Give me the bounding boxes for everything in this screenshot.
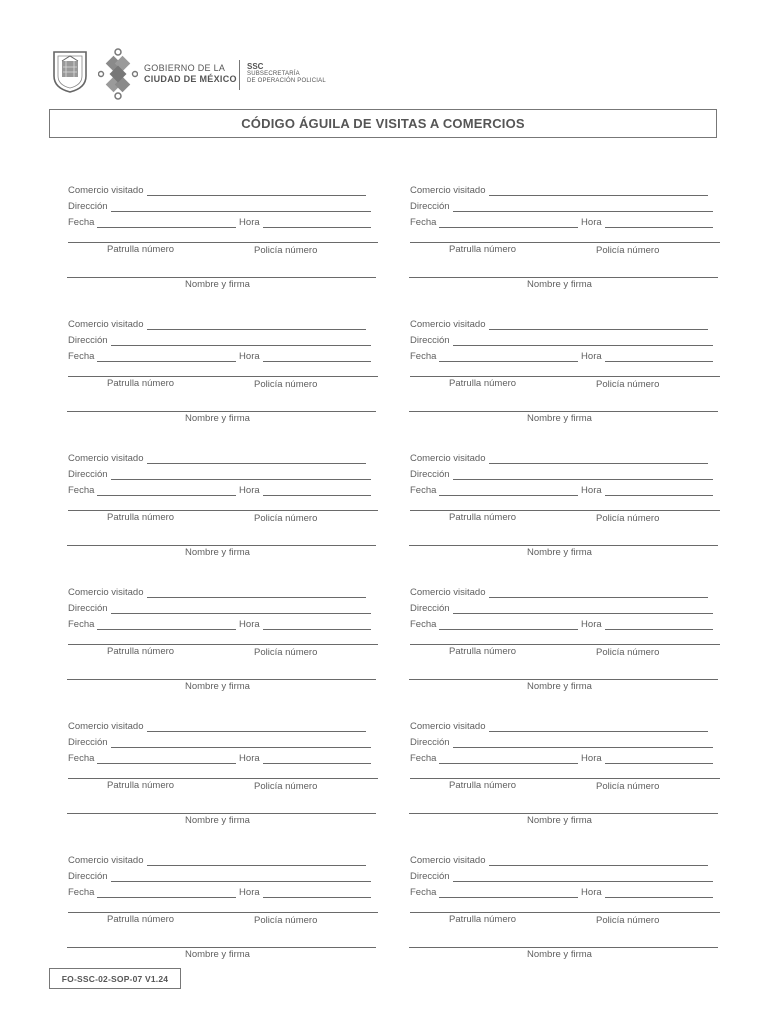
patrulla-policia-line — [410, 912, 720, 913]
field-row — [410, 200, 720, 212]
direccion-label: Dirección — [410, 469, 450, 480]
field-row — [410, 216, 720, 228]
field-row — [68, 602, 378, 614]
policia-label: Policía número — [254, 245, 318, 256]
visit-form — [410, 720, 722, 830]
ssc-acronym: SSC — [247, 62, 264, 71]
direccion-line — [453, 604, 713, 614]
fecha-line — [97, 352, 236, 362]
fecha-line — [97, 486, 236, 496]
hora-line — [263, 888, 371, 898]
fecha-label: Fecha — [68, 217, 95, 228]
hora-label: Hora — [236, 351, 260, 362]
signature-line — [67, 277, 376, 278]
direccion-label: Dirección — [410, 737, 450, 748]
patrulla-policia-line — [68, 376, 378, 377]
hora-label: Hora — [578, 217, 602, 228]
fecha-line — [439, 486, 578, 496]
visit-form — [68, 720, 380, 830]
patrulla-label: Patrulla número — [107, 512, 175, 523]
fecha-line — [97, 218, 236, 228]
fecha-label: Fecha — [410, 217, 437, 228]
hora-label: Hora — [236, 753, 260, 764]
patrulla-label: Patrulla número — [449, 378, 517, 389]
field-row — [68, 452, 378, 464]
page-title: CÓDIGO ÁGUILA DE VISITAS A COMERCIOS — [49, 109, 717, 138]
field-row — [410, 736, 720, 748]
comercio-line — [489, 722, 708, 732]
fecha-line — [439, 888, 578, 898]
signature-label: Nombre y firma — [527, 547, 592, 558]
signature-line — [67, 679, 376, 680]
comercio-line — [489, 454, 708, 464]
visit-form — [68, 854, 380, 964]
visit-form — [410, 184, 722, 294]
field-row — [68, 886, 378, 898]
patrulla-label: Patrulla número — [107, 378, 175, 389]
direccion-line — [111, 872, 371, 882]
comercio-label: Comercio visitado — [410, 587, 486, 598]
policia-label: Policía número — [596, 245, 660, 256]
field-row — [410, 854, 720, 866]
patrulla-policia-line — [410, 376, 720, 377]
comercio-label: Comercio visitado — [410, 855, 486, 866]
patrulla-policia-line — [68, 242, 378, 243]
field-row — [410, 720, 720, 732]
gov-line-1: GOBIERNO DE LA — [144, 63, 226, 73]
fecha-label: Fecha — [68, 351, 95, 362]
comercio-label: Comercio visitado — [68, 855, 144, 866]
comercio-line — [489, 856, 708, 866]
field-row — [410, 618, 720, 630]
policia-label: Policía número — [254, 647, 318, 658]
field-row — [68, 870, 378, 882]
visit-form — [68, 586, 380, 696]
fecha-label: Fecha — [68, 619, 95, 630]
policia-label: Policía número — [596, 647, 660, 658]
hora-label: Hora — [236, 217, 260, 228]
policia-label: Policía número — [596, 915, 660, 926]
hora-line — [263, 352, 371, 362]
policia-label: Policía número — [254, 915, 318, 926]
visit-form — [68, 184, 380, 294]
patrulla-policia-line — [410, 510, 720, 511]
comercio-line — [147, 454, 366, 464]
patrulla-label: Patrulla número — [449, 780, 517, 791]
fecha-label: Fecha — [68, 887, 95, 898]
signature-label: Nombre y firma — [527, 681, 592, 692]
field-row — [410, 752, 720, 764]
patrulla-policia-line — [68, 510, 378, 511]
policia-label: Policía número — [254, 781, 318, 792]
signature-label: Nombre y firma — [527, 413, 592, 424]
fecha-line — [97, 620, 236, 630]
direccion-line — [453, 470, 713, 480]
patrulla-label: Patrulla número — [449, 244, 517, 255]
field-row — [410, 586, 720, 598]
fecha-label: Fecha — [68, 485, 95, 496]
comercio-label: Comercio visitado — [410, 721, 486, 732]
hora-label: Hora — [236, 485, 260, 496]
hora-label: Hora — [578, 753, 602, 764]
field-row — [68, 736, 378, 748]
ssc-line-2: DE OPERACIÓN POLICIAL — [247, 78, 326, 84]
field-row — [68, 318, 378, 330]
comercio-label: Comercio visitado — [68, 185, 144, 196]
hora-label: Hora — [236, 887, 260, 898]
direccion-label: Dirección — [410, 201, 450, 212]
fecha-label: Fecha — [410, 619, 437, 630]
patrulla-label: Patrulla número — [449, 512, 517, 523]
patrulla-policia-line — [410, 778, 720, 779]
direccion-label: Dirección — [68, 737, 108, 748]
signature-label: Nombre y firma — [185, 413, 250, 424]
hora-line — [605, 620, 713, 630]
direccion-line — [453, 202, 713, 212]
direccion-line — [453, 738, 713, 748]
hora-label: Hora — [578, 351, 602, 362]
field-row — [68, 618, 378, 630]
policia-label: Policía número — [596, 781, 660, 792]
fecha-line — [439, 620, 578, 630]
patrulla-policia-line — [68, 778, 378, 779]
direccion-label: Dirección — [68, 201, 108, 212]
direccion-label: Dirección — [68, 469, 108, 480]
fecha-label: Fecha — [410, 753, 437, 764]
policia-label: Policía número — [254, 513, 318, 524]
visit-form — [410, 586, 722, 696]
field-row — [410, 452, 720, 464]
direccion-label: Dirección — [410, 335, 450, 346]
visit-form — [410, 854, 722, 964]
hora-line — [605, 754, 713, 764]
fecha-line — [439, 754, 578, 764]
policia-label: Policía número — [596, 379, 660, 390]
signature-label: Nombre y firma — [527, 279, 592, 290]
visit-form — [68, 452, 380, 562]
direccion-line — [111, 470, 371, 480]
field-row — [68, 752, 378, 764]
comercio-label: Comercio visitado — [410, 185, 486, 196]
fecha-line — [439, 352, 578, 362]
direccion-label: Dirección — [68, 603, 108, 614]
signature-line — [409, 545, 718, 546]
hora-line — [605, 486, 713, 496]
hora-label: Hora — [578, 485, 602, 496]
patrulla-label: Patrulla número — [107, 646, 175, 657]
field-row — [410, 184, 720, 196]
patrulla-label: Patrulla número — [107, 914, 175, 925]
policia-label: Policía número — [596, 513, 660, 524]
fecha-label: Fecha — [410, 485, 437, 496]
fecha-line — [439, 218, 578, 228]
field-row — [68, 468, 378, 480]
signature-line — [409, 277, 718, 278]
field-row — [68, 484, 378, 496]
signature-label: Nombre y firma — [185, 547, 250, 558]
field-row — [410, 484, 720, 496]
policia-label: Policía número — [254, 379, 318, 390]
direccion-line — [453, 336, 713, 346]
hora-line — [263, 486, 371, 496]
patrulla-label: Patrulla número — [107, 244, 175, 255]
comercio-label: Comercio visitado — [68, 587, 144, 598]
comercio-label: Comercio visitado — [410, 453, 486, 464]
comercio-label: Comercio visitado — [68, 319, 144, 330]
visit-form — [410, 318, 722, 428]
direccion-label: Dirección — [410, 603, 450, 614]
direccion-label: Dirección — [68, 871, 108, 882]
field-row — [68, 200, 378, 212]
hora-line — [605, 888, 713, 898]
hora-label: Hora — [236, 619, 260, 630]
comercio-line — [489, 186, 708, 196]
field-row — [410, 886, 720, 898]
direccion-label: Dirección — [410, 871, 450, 882]
field-row — [410, 468, 720, 480]
direccion-line — [453, 872, 713, 882]
signature-line — [67, 813, 376, 814]
comercio-line — [489, 588, 708, 598]
field-row — [68, 216, 378, 228]
fecha-label: Fecha — [410, 887, 437, 898]
signature-line — [67, 947, 376, 948]
signature-label: Nombre y firma — [185, 949, 250, 960]
direccion-line — [111, 202, 371, 212]
visit-form — [410, 452, 722, 562]
patrulla-label: Patrulla número — [449, 914, 517, 925]
fecha-line — [97, 888, 236, 898]
hora-line — [605, 352, 713, 362]
direccion-line — [111, 336, 371, 346]
patrulla-label: Patrulla número — [449, 646, 517, 657]
comercio-line — [147, 186, 366, 196]
comercio-label: Comercio visitado — [410, 319, 486, 330]
comercio-label: Comercio visitado — [68, 721, 144, 732]
gov-line-2: CIUDAD DE MÉXICO — [144, 74, 237, 84]
visit-form — [68, 318, 380, 428]
field-row — [68, 720, 378, 732]
field-row — [410, 602, 720, 614]
patrulla-label: Patrulla número — [107, 780, 175, 791]
patrulla-policia-line — [410, 644, 720, 645]
form-code: FO-SSC-02-SOP-07 V1.24 — [49, 968, 181, 989]
field-row — [68, 586, 378, 598]
hora-line — [263, 754, 371, 764]
signature-line — [67, 411, 376, 412]
fecha-line — [97, 754, 236, 764]
signature-label: Nombre y firma — [527, 815, 592, 826]
ssc-line-1: SUBSECRETARÍA — [247, 71, 300, 77]
direccion-line — [111, 604, 371, 614]
hora-label: Hora — [578, 619, 602, 630]
signature-line — [409, 679, 718, 680]
fecha-label: Fecha — [410, 351, 437, 362]
signature-line — [67, 545, 376, 546]
field-row — [68, 350, 378, 362]
signature-label: Nombre y firma — [185, 815, 250, 826]
field-row — [410, 350, 720, 362]
signature-label: Nombre y firma — [527, 949, 592, 960]
patrulla-policia-line — [68, 912, 378, 913]
patrulla-policia-line — [68, 644, 378, 645]
hora-label: Hora — [578, 887, 602, 898]
comercio-line — [147, 722, 366, 732]
hora-line — [263, 218, 371, 228]
field-row — [68, 184, 378, 196]
signature-label: Nombre y firma — [185, 681, 250, 692]
hora-line — [605, 218, 713, 228]
comercio-line — [147, 856, 366, 866]
signature-line — [409, 947, 718, 948]
field-row — [410, 334, 720, 346]
field-row — [410, 318, 720, 330]
comercio-label: Comercio visitado — [68, 453, 144, 464]
direccion-line — [111, 738, 371, 748]
comercio-line — [147, 320, 366, 330]
signature-label: Nombre y firma — [185, 279, 250, 290]
field-row — [68, 334, 378, 346]
field-row — [68, 854, 378, 866]
direccion-label: Dirección — [68, 335, 108, 346]
hora-line — [263, 620, 371, 630]
field-row — [410, 870, 720, 882]
fecha-label: Fecha — [68, 753, 95, 764]
signature-line — [409, 411, 718, 412]
signature-line — [409, 813, 718, 814]
comercio-line — [489, 320, 708, 330]
comercio-line — [147, 588, 366, 598]
patrulla-policia-line — [410, 242, 720, 243]
